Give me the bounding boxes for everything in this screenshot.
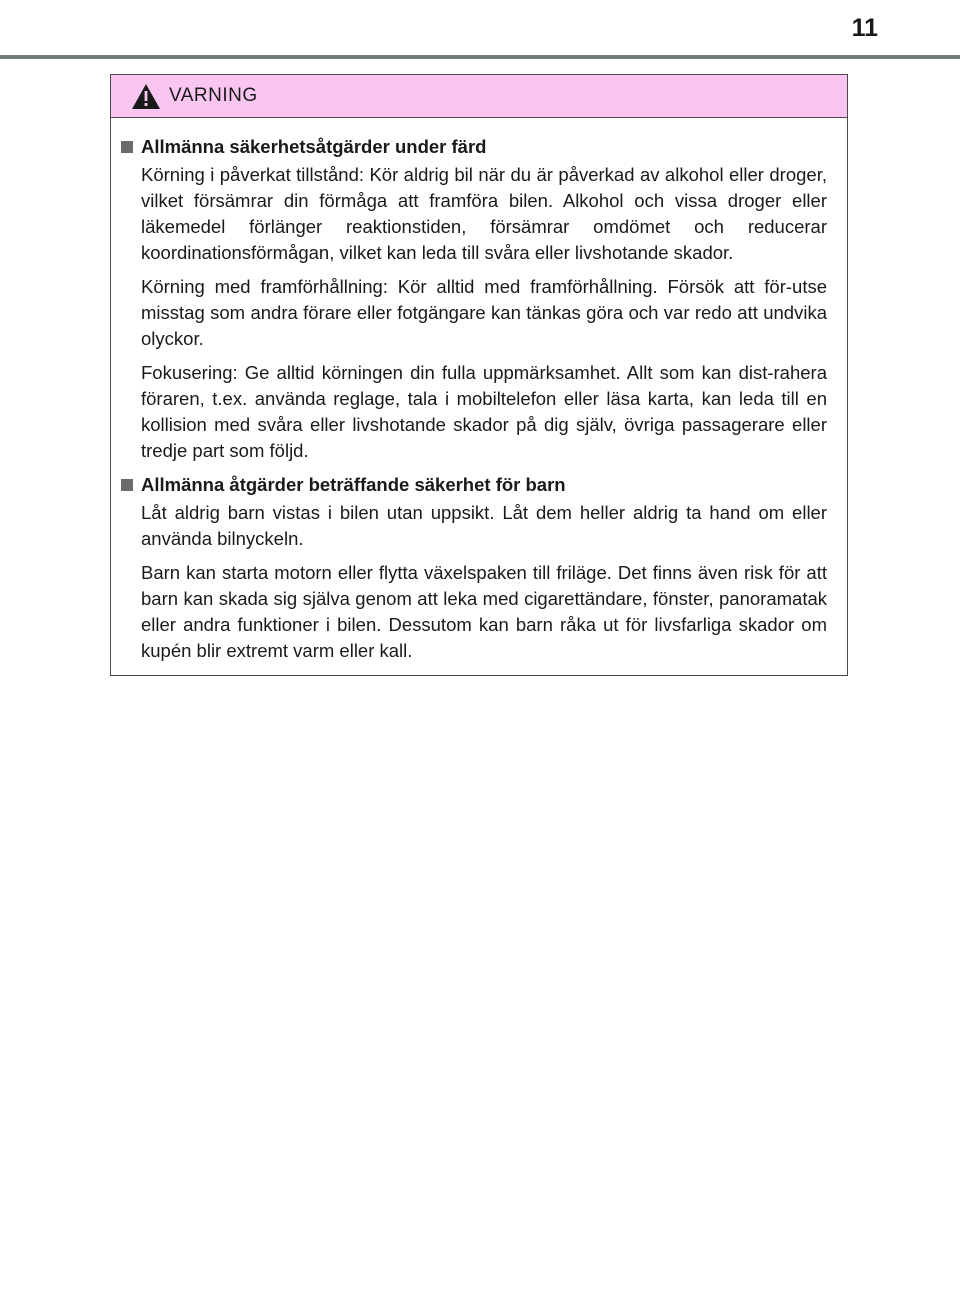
square-bullet-icon <box>121 141 133 153</box>
section-heading-text: Allmänna åtgärder beträffande säkerhet för barn <box>141 474 566 495</box>
paragraph: Körning i påverkat tillstånd: Kör aldrig bil när du är påverkad av alkohol eller droger, vilket försämrar din förmåga att framföra bilen. Alkohol och vissa droger eller läkemedel förlänger reaktionstiden, försämrar omdömet och reducerar koordinationsförmågan, vilket kan leda till svåra eller livshotande skador. <box>141 164 827 263</box>
section-heading <box>121 134 827 160</box>
paragraph: Körning med framförhållning: Kör alltid med framförhållning. Försök att för-utse misstag som andra förare eller fotgängare kan tänkas göra och var redo att undvika olyckor. <box>141 276 827 349</box>
section-heading-text: Allmänna säkerhetsåtgärder under färd <box>141 136 487 157</box>
warning-triangle-icon <box>131 83 161 110</box>
warning-header <box>111 75 847 118</box>
page-number: 11 <box>851 14 878 42</box>
paragraph: Fokusering: Ge alltid körningen din fulla uppmärksamhet. Allt som kan dist-rahera föraren, t.ex. använda reglage, tala i mobiltelefon eller läsa karta, kan leda till en kollision med svåra eller livshotande skador på dig själv, övriga passagerare eller tredje part som följd. <box>141 362 827 461</box>
square-bullet-icon <box>121 479 133 491</box>
section-child-safety <box>121 472 827 664</box>
warning-content <box>111 118 847 664</box>
warning-box <box>110 74 848 676</box>
warning-title: VARNING <box>169 85 258 106</box>
section-heading <box>121 472 827 498</box>
header-rule <box>0 55 960 59</box>
paragraph: Låt aldrig barn vistas i bilen utan uppsikt. Låt dem heller aldrig ta hand om eller använda bilnyckeln. <box>141 502 827 549</box>
section-driving-safety <box>121 134 827 464</box>
paragraph: Barn kan starta motorn eller flytta växelspaken till friläge. Det finns även risk för att barn kan skada sig själva genom att leka med cigarettändare, fönster, panoramatak eller andra funktioner i bilen. Dessutom kan barn råka ut för livsfarliga skador om kupén blir extremt varm eller kall. <box>141 562 827 661</box>
